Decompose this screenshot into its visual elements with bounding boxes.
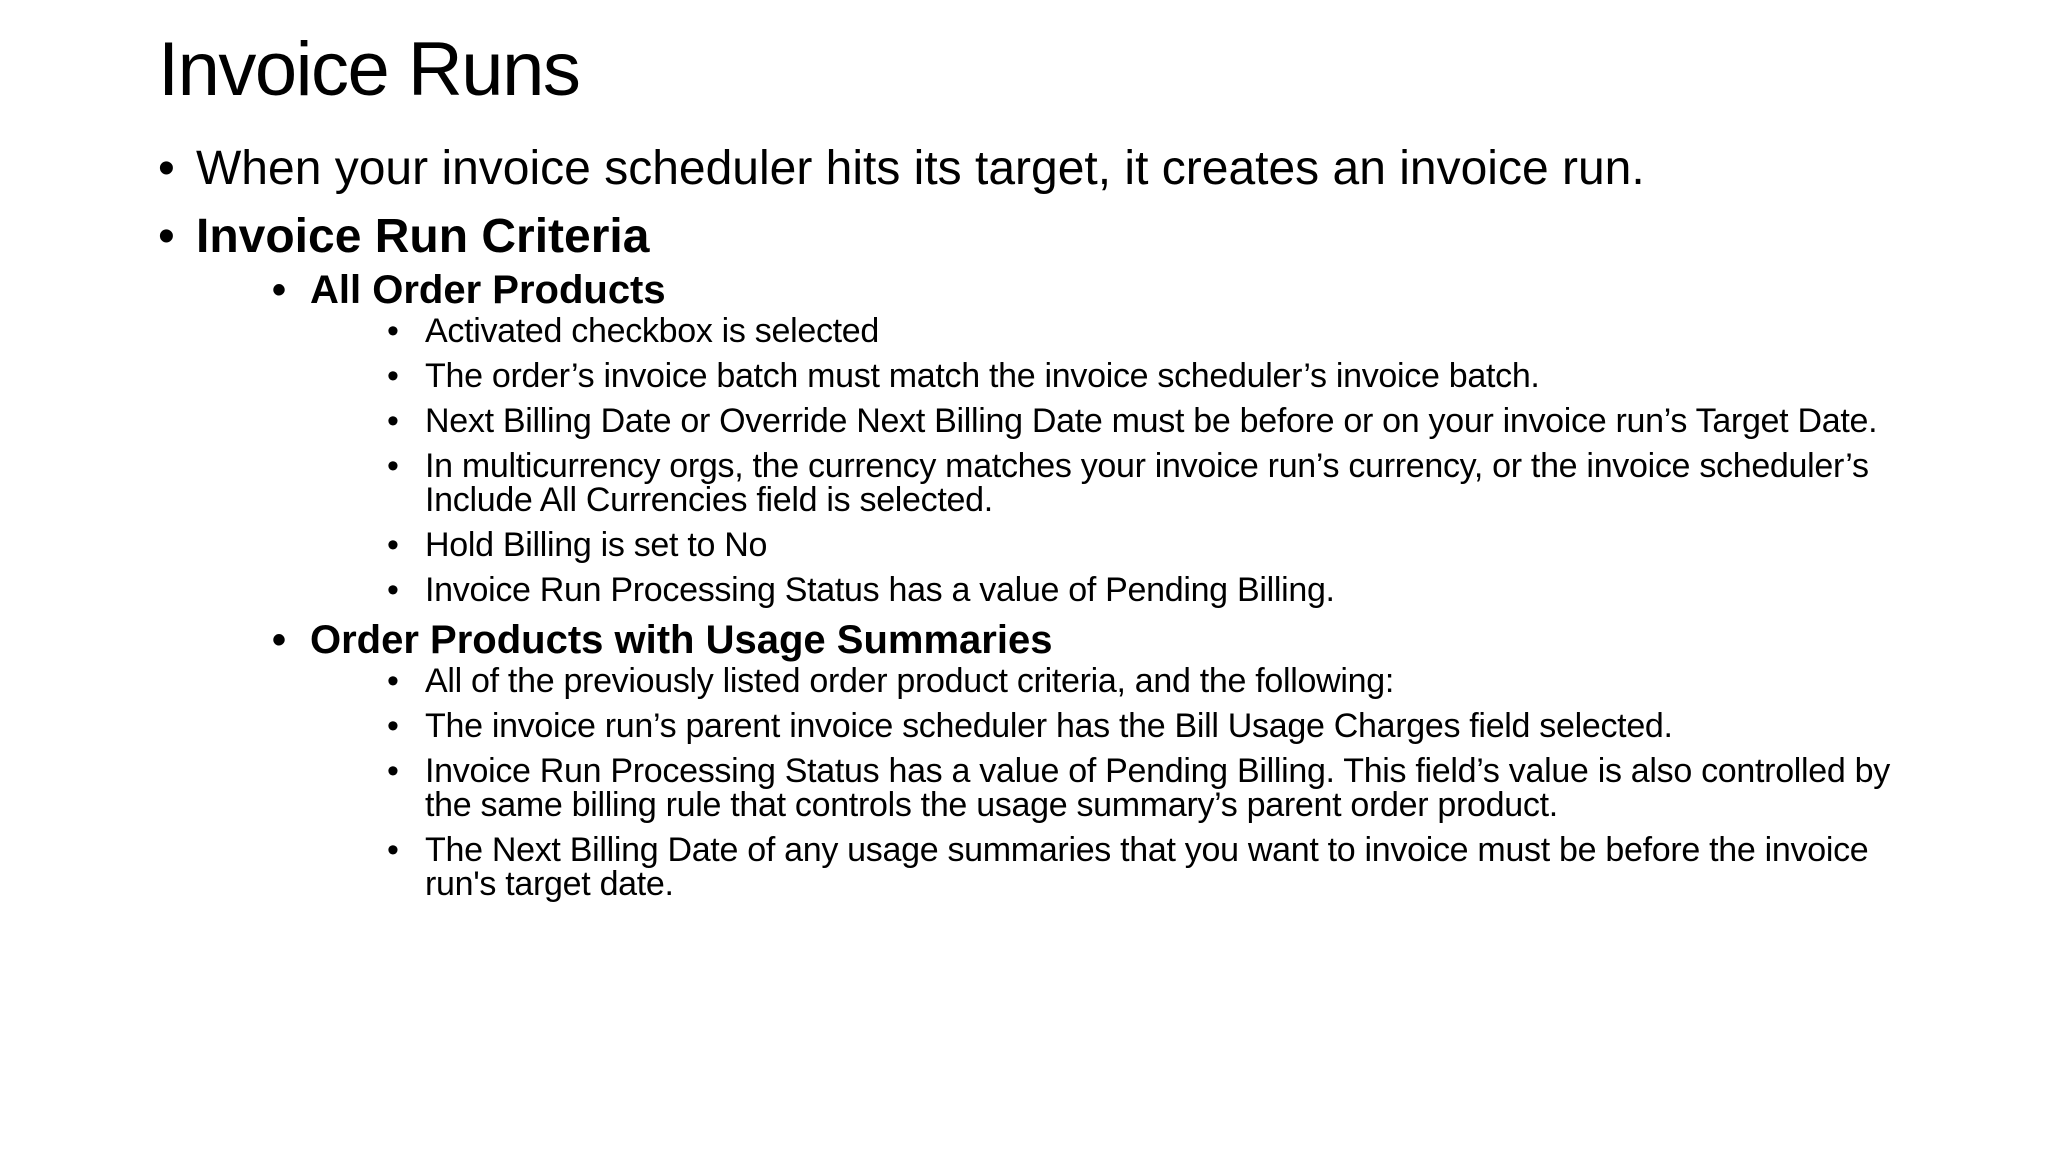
bullet-item <box>158 208 1918 901</box>
criteria-text: Activated checkbox is selected <box>425 312 880 350</box>
bullet-glyph: • <box>387 312 399 350</box>
criteria-item <box>387 314 1918 348</box>
bullet-glyph: • <box>387 707 399 745</box>
criteria-text: Next Billing Date or Override Next Billing Date must be before or on your invoice run’s Target Date. <box>425 402 1878 440</box>
bullet-glyph: • <box>272 268 287 312</box>
bullet-glyph: • <box>387 526 399 564</box>
bullet-glyph: • <box>387 447 399 485</box>
bullet-list-level-3 <box>310 664 1918 901</box>
criteria-item <box>387 359 1918 393</box>
section-heading: All Order Products <box>310 268 666 312</box>
criteria-item <box>387 664 1918 698</box>
bullet-item <box>158 140 1918 198</box>
criteria-text: The invoice run’s parent invoice scheduler has the Bill Usage Charges field selected. <box>425 707 1673 745</box>
criteria-text: Invoice Run Processing Status has a value of Pending Billing. <box>425 571 1335 609</box>
bullet-glyph: • <box>387 662 399 700</box>
criteria-text: In multicurrency orgs, the currency matches your invoice run’s currency, or the invoice scheduler’s Include All Currencies field is selected. <box>425 447 1869 519</box>
criteria-item <box>387 573 1918 607</box>
criteria-text: All of the previously listed order product criteria, and the following: <box>425 662 1394 700</box>
section-all-order-products <box>272 268 1918 607</box>
bullet-list-level-1 <box>158 140 1918 901</box>
criteria-item <box>387 833 1918 901</box>
bullet-glyph: • <box>387 357 399 395</box>
bullet-text: When your invoice scheduler hits its target, it creates an invoice run. <box>196 142 1645 195</box>
bullet-glyph: • <box>387 831 399 869</box>
bullet-list-level-3 <box>310 314 1918 607</box>
bullet-glyph: • <box>158 210 175 263</box>
criteria-item <box>387 709 1918 743</box>
bullet-glyph: • <box>387 752 399 790</box>
bullet-glyph: • <box>158 142 175 195</box>
criteria-text: Hold Billing is set to No <box>425 526 768 564</box>
bullet-heading: Invoice Run Criteria <box>196 210 650 263</box>
bullet-list-level-2 <box>196 268 1918 901</box>
criteria-text: Invoice Run Processing Status has a value of Pending Billing. This field’s value is also controlled by the same billing rule that controls the usage summary’s parent order product. <box>425 752 1890 824</box>
slide-title: Invoice Runs <box>158 27 580 112</box>
section-heading: Order Products with Usage Summaries <box>310 618 1053 662</box>
criteria-item <box>387 449 1918 517</box>
criteria-item <box>387 404 1918 438</box>
bullet-glyph: • <box>272 618 287 662</box>
criteria-text: The order’s invoice batch must match the invoice scheduler’s invoice batch. <box>425 357 1540 395</box>
criteria-item <box>387 754 1918 822</box>
bullet-glyph: • <box>387 571 399 609</box>
criteria-text: The Next Billing Date of any usage summaries that you want to invoice must be before the invoice run's target date. <box>425 831 1869 903</box>
slide-content <box>158 140 1918 912</box>
criteria-item <box>387 528 1918 562</box>
section-order-products-with-usage-summaries <box>272 618 1918 901</box>
bullet-glyph: • <box>387 402 399 440</box>
